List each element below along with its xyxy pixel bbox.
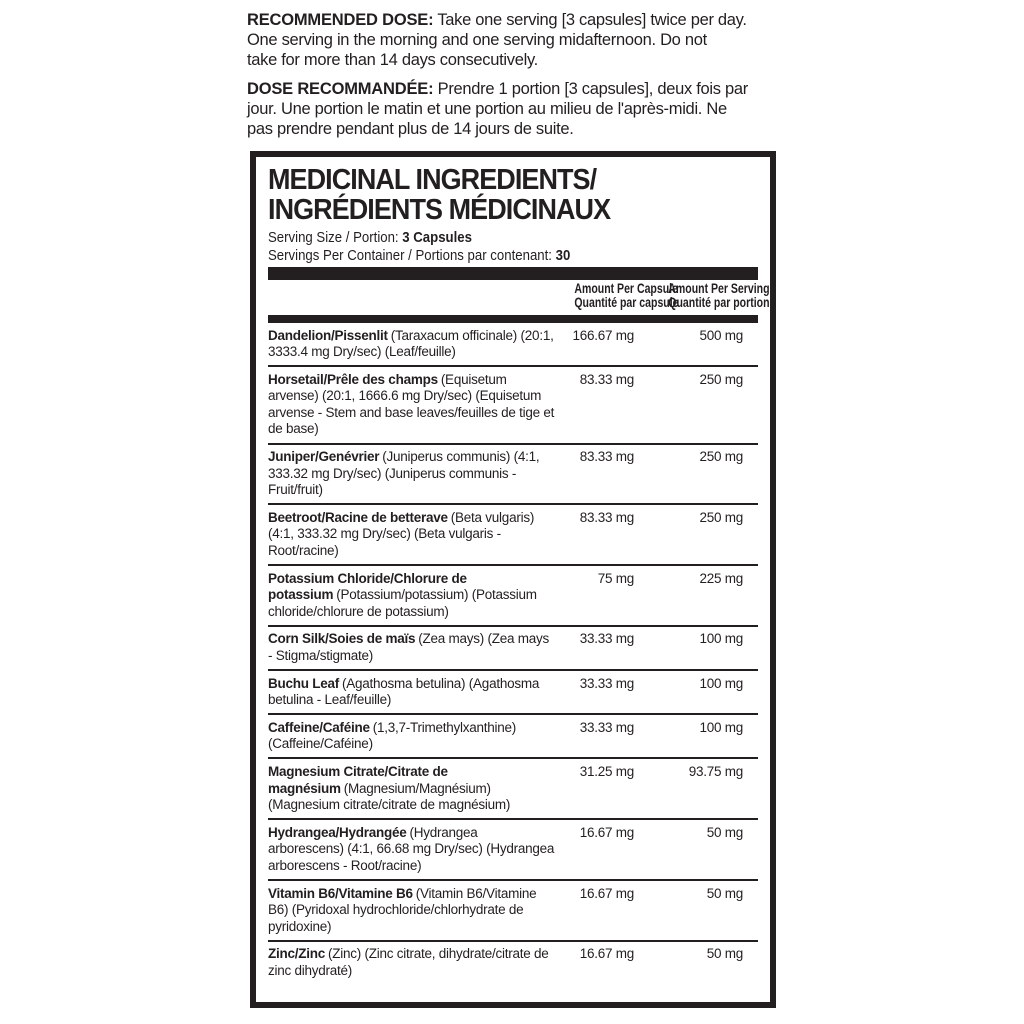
panel-title-line-en: MEDICINAL INGREDIENTS/ xyxy=(268,164,597,196)
ingredient-row xyxy=(268,942,758,984)
amount-per-serving: 93.75 mg xyxy=(688,763,743,779)
amount-per-serving: 500 mg xyxy=(699,327,743,343)
ingredient-detail: (Hydrangea arborescens) (4:1, 66.68 mg Dry/sec) (Hydrangea arborescens - Root/racine) xyxy=(268,824,555,873)
header-divider-bar xyxy=(268,315,758,323)
amount-per-serving: 250 mg xyxy=(699,509,743,525)
ingredient-detail: (1,3,7-Trimethylxanthine) (Caffeine/Caféine) xyxy=(268,719,517,752)
ingredient-row xyxy=(268,445,758,506)
amount-per-serving: 225 mg xyxy=(699,570,743,586)
ingredient-name-cell xyxy=(268,449,555,499)
ingredients-table xyxy=(268,323,758,984)
ingredient-row xyxy=(268,881,758,942)
amount-per-serving: 100 mg xyxy=(699,719,743,735)
ingredient-detail: (Vitamin B6/Vitamine B6) (Pyridoxal hydrochloride/chlorhydrate de pyridoxine) xyxy=(268,885,537,934)
ingredient-name: Horsetail/Prêle des champs xyxy=(268,371,438,387)
ingredient-detail: (Zinc) (Zinc citrate, dihydrate/citrate de zinc dihydraté) xyxy=(268,946,549,978)
dose-label-en: RECOMMENDED DOSE: xyxy=(247,11,434,29)
dose-paragraph-en xyxy=(247,10,807,70)
ingredient-name: Vitamin B6/Vitamine B6 xyxy=(268,885,413,901)
ingredient-detail: (Beta vulgaris) (4:1, 333.32 mg Dry/sec) (Beta vulgaris - Root/racine) xyxy=(268,509,535,559)
ingredient-name-cell xyxy=(268,764,555,814)
column-header-spacer xyxy=(268,282,555,310)
ingredient-name: Corn Silk/Soies de maïs xyxy=(268,631,416,647)
ingredient-name: Dandelion/Pissenlit xyxy=(268,327,388,343)
amount-per-serving: 50 mg xyxy=(706,946,743,962)
ingredient-detail: (Taraxacum officinale) (20:1, 3333.4 mg Dry/sec) (Leaf/feuille) xyxy=(268,327,554,360)
column-header-per-capsule: Amount Per Capsule Quantité par capsule xyxy=(574,281,679,310)
ingredient-name-cell xyxy=(268,946,555,979)
amount-per-capsule: 33.33 mg xyxy=(579,631,634,647)
column-headers xyxy=(268,280,770,313)
amount-per-serving: 50 mg xyxy=(706,824,743,840)
amount-per-capsule: 83.33 mg xyxy=(579,449,634,465)
ingredient-name-cell xyxy=(268,328,555,361)
dose-paragraph-fr xyxy=(247,79,807,139)
ingredient-name: Potassium Chloride/Chlorure de potassium xyxy=(268,570,467,603)
amount-per-serving: 50 mg xyxy=(706,885,743,901)
amount-per-capsule: 166.67 mg xyxy=(572,327,634,343)
dose-text-fr: Prendre 1 portion [3 capsules], deux fois par xyxy=(437,80,748,98)
ingredient-detail: (Potassium/potassium) (Potassium chloride/chlorure de potassium) xyxy=(268,587,537,619)
ingredient-row xyxy=(268,505,758,566)
ingredient-name: Caffeine/Caféine xyxy=(268,719,370,735)
ingredient-name-cell xyxy=(268,571,555,621)
ingredient-detail: (Equisetum arvense) (20:1, 1666.6 mg Dry/sec) (Equisetum arvense - Stem and base leaves/feuilles de tige et de base) xyxy=(268,371,555,437)
dose-line: take for more than 14 days consecutively. xyxy=(247,51,538,69)
ingredient-name-cell xyxy=(268,510,555,560)
ingredient-detail: (Magnesium/Magnésium) (Magnesium citrate/citrate de magnésium) xyxy=(268,780,511,813)
ingredient-name-cell xyxy=(268,720,555,753)
ingredient-row xyxy=(268,671,758,715)
supplement-facts-panel xyxy=(250,151,776,1008)
amount-per-capsule: 31.25 mg xyxy=(579,763,634,779)
serving-size-value: 3 Capsules xyxy=(402,229,472,246)
amount-per-capsule: 16.67 mg xyxy=(579,824,634,840)
amount-per-serving: 100 mg xyxy=(699,675,743,691)
servings-per-container-line xyxy=(268,247,699,265)
ingredient-row xyxy=(268,715,758,759)
ingredient-detail: (Zea mays) (Zea mays - Stigma/stigmate) xyxy=(268,631,550,663)
ingredient-name: Buchu Leaf xyxy=(268,675,340,691)
ingredient-row xyxy=(268,759,758,820)
ingredient-name-cell xyxy=(268,676,555,709)
amount-per-capsule: 83.33 mg xyxy=(579,509,634,525)
dose-line: jour. Une portion le matin et une portion au milieu de l'après-midi. Ne xyxy=(247,100,727,118)
ingredient-row xyxy=(268,323,758,367)
ingredient-name: Zinc/Zinc xyxy=(268,946,326,962)
amount-per-serving: 250 mg xyxy=(699,449,743,465)
ingredient-name: Juniper/Genévrier xyxy=(268,449,380,465)
ingredient-name-cell xyxy=(268,886,555,936)
amount-per-serving: 100 mg xyxy=(699,631,743,647)
ingredient-name: Magnesium Citrate/Citrate de magnésium xyxy=(268,763,448,796)
ingredient-row xyxy=(268,566,758,627)
amount-per-capsule: 33.33 mg xyxy=(579,675,634,691)
ingredient-detail: (Agathosma betulina) (Agathosma betulina - Leaf/feuille) xyxy=(268,675,540,708)
header-bar xyxy=(268,267,758,280)
amount-per-capsule: 16.67 mg xyxy=(579,885,634,901)
panel-title-line-fr: INGRÉDIENTS MÉDICINAUX xyxy=(268,194,611,226)
amount-per-capsule: 75 mg xyxy=(597,570,634,586)
ingredient-name-cell xyxy=(268,631,555,664)
ingredient-detail: (Juniperus communis) (4:1, 333.32 mg Dry/sec) (Juniperus communis - Fruit/fruit) xyxy=(268,449,540,498)
dose-line xyxy=(247,79,807,99)
dose-label-fr: DOSE RECOMMANDÉE: xyxy=(247,80,434,98)
ingredient-name: Hydrangea/Hydrangée xyxy=(268,824,407,840)
amount-per-capsule: 33.33 mg xyxy=(579,719,634,735)
serving-size-line xyxy=(268,229,699,247)
ingredient-name-cell xyxy=(268,825,555,875)
servings-per-container-label: Servings Per Container / Portions par contenant: xyxy=(268,246,552,264)
ingredient-row xyxy=(268,627,758,671)
ingredient-name-cell xyxy=(268,372,555,438)
dose-section xyxy=(247,10,807,148)
panel-title xyxy=(268,165,758,225)
dose-line xyxy=(247,10,807,30)
servings-per-container-value: 30 xyxy=(555,246,571,264)
amount-per-capsule: 16.67 mg xyxy=(579,946,634,962)
ingredient-name: Beetroot/Racine de betterave xyxy=(268,509,448,525)
serving-size-label: Serving Size / Portion: xyxy=(268,229,399,246)
amount-per-serving: 250 mg xyxy=(699,371,743,387)
column-header-per-serving: Amount Per Serving Quantité par portion xyxy=(668,281,770,310)
dose-line: pas prendre pendant plus de 14 jours de suite. xyxy=(247,120,574,138)
ingredient-row xyxy=(268,367,758,444)
ingredient-row xyxy=(268,820,758,881)
dose-line: One serving in the morning and one serving midafternoon. Do not xyxy=(247,31,707,49)
dose-text-en: Take one serving [3 capsules] twice per day. xyxy=(437,11,747,29)
amount-per-capsule: 83.33 mg xyxy=(579,371,634,387)
